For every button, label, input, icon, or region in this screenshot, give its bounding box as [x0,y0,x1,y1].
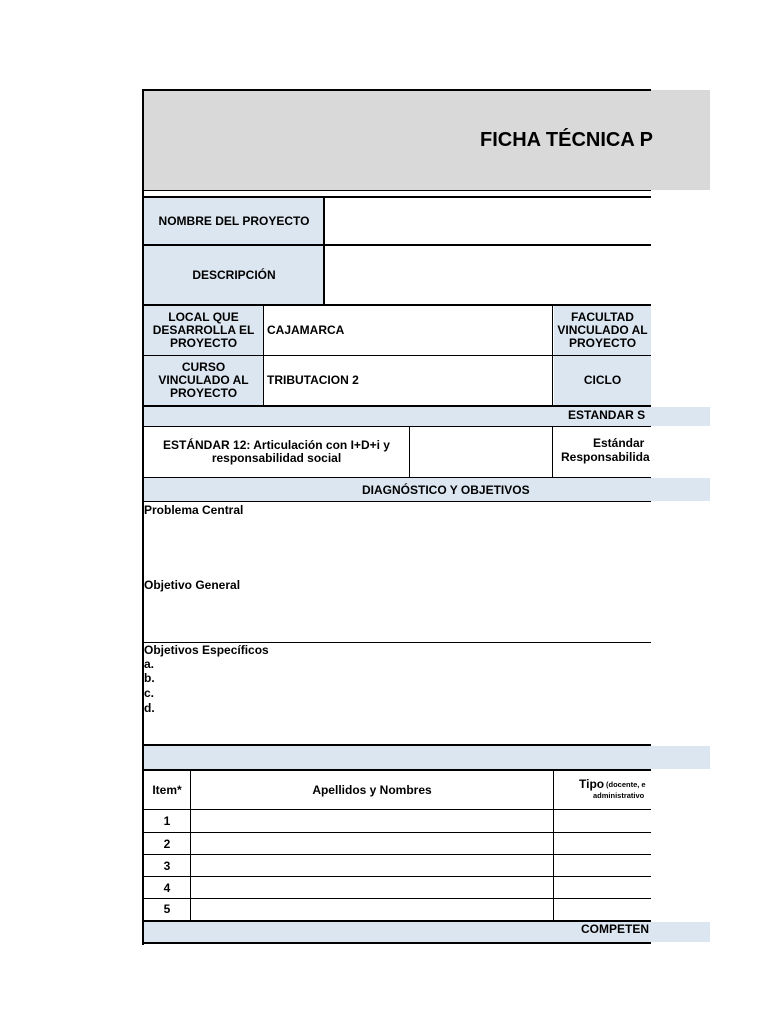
course-value: TRIBUTACION 2 [267,373,359,387]
specific-item-c: c. [144,686,155,700]
col-type-note-2: administrativo [593,791,645,800]
local-label: LOCAL QUE DESARROLLA EL PROYECTO [144,306,263,355]
project-name-label: NOMBRE DEL PROYECTO [144,198,324,244]
rule [263,306,264,406]
right-crop-mask [651,769,768,922]
rule [142,854,651,855]
team-row-item-4: 4 [163,880,171,895]
title-bottom-rule-1 [142,190,651,191]
document-title: FICHA TÉCNICA P [480,129,653,151]
project-name-value[interactable] [326,198,651,244]
col-type-note-1: (docente, e [606,780,646,789]
right-crop-mask [651,191,768,406]
rule [552,306,553,406]
standard-12: ESTÁNDAR 12: Articulación con I+D+i y responsabilidad social [163,438,390,465]
team-band [144,746,710,769]
specific-item-a: a. [144,657,155,671]
rule [190,771,191,921]
rule [142,501,651,502]
standard-12-value[interactable] [410,427,552,477]
team-row-item-2: 2 [163,836,171,851]
rule [409,427,410,477]
specific-item-b: b. [144,671,155,685]
description-label: DESCRIPCIÓN [144,246,324,304]
col-names-header: Apellidos y Nombres [312,783,432,797]
rule [142,809,651,810]
border-bottom [142,942,651,944]
rule [553,771,554,921]
col-type-header: Tipo [579,777,605,791]
general-objective-label: Objetivo General [144,578,241,592]
diagnostic-header: DIAGNÓSTICO Y OBJETIVOS [362,483,530,497]
right-crop-mask [651,427,768,478]
standards-header: ESTANDAR S [568,408,646,422]
course-label: CURSO VINCULADO AL PROYECTO [144,356,263,405]
standard-right-line2: Responsabilida [561,450,650,464]
right-crop-mask [651,501,768,746]
team-row-item-5: 5 [163,902,171,916]
col-item-header: Item* [152,783,182,797]
rule [142,832,651,833]
rule [142,898,651,899]
rule [323,198,325,305]
team-row-item-1: 1 [163,813,171,828]
description-value[interactable] [326,246,651,304]
standard-right-line1: Estándar [593,436,645,450]
border-top [142,89,651,91]
rule [552,427,553,477]
cycle-label: CICLO [554,356,651,405]
faculty-label: FACULTAD VINCULADO AL PROYECTO [554,306,651,355]
problem-label: Problema Central [144,503,244,517]
rule [142,876,651,877]
local-value: CAJAMARCA [267,323,345,337]
specific-objectives-label: Objetivos Específicos [144,643,269,657]
team-row-item-3: 3 [163,858,171,873]
competencies-header: COMPETEN [581,922,650,936]
specific-item-d: d. [144,701,155,715]
